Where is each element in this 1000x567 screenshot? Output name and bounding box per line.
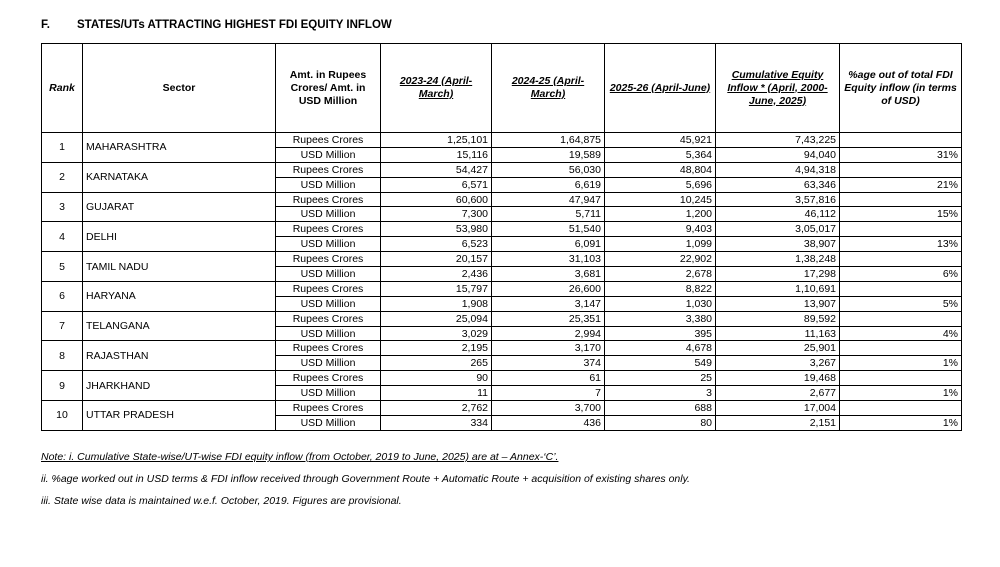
state-cell: KARNATAKA <box>83 162 276 192</box>
value-cell: 80 <box>605 415 716 430</box>
percent-cell: 13% <box>840 237 962 252</box>
rank-cell: 5 <box>42 252 83 282</box>
percent-cell <box>840 162 962 177</box>
unit-cell: USD Million <box>276 177 381 192</box>
unit-cell: Rupees Crores <box>276 281 381 296</box>
value-cell: 25 <box>605 371 716 386</box>
percent-cell: 31% <box>840 147 962 162</box>
header-cumulative: Cumulative Equity Inflow * (April, 2000-June, 2025) <box>716 44 840 133</box>
value-cell: 47,947 <box>492 192 605 207</box>
percent-cell: 15% <box>840 207 962 222</box>
value-cell: 1,10,691 <box>716 281 840 296</box>
percent-cell: 6% <box>840 267 962 282</box>
state-cell: HARYANA <box>83 281 276 311</box>
table-row <box>42 222 962 237</box>
state-cell: GUJARAT <box>83 192 276 222</box>
header-2025-26: 2025-26 (April-June) <box>605 44 716 133</box>
rank-cell: 4 <box>42 222 83 252</box>
unit-cell: Rupees Crores <box>276 222 381 237</box>
table-body <box>42 133 962 431</box>
table-row <box>42 371 962 386</box>
percent-cell: 5% <box>840 296 962 311</box>
value-cell: 3,380 <box>605 311 716 326</box>
value-cell: 19,468 <box>716 371 840 386</box>
percent-cell <box>840 401 962 416</box>
table-row <box>42 401 962 416</box>
state-cell: TELANGANA <box>83 311 276 341</box>
rank-cell: 3 <box>42 192 83 222</box>
value-cell: 3,05,017 <box>716 222 840 237</box>
note-3: iii. State wise data is maintained w.e.f. October, 2019. Figures are provisional. <box>41 495 402 507</box>
unit-cell: Rupees Crores <box>276 341 381 356</box>
percent-cell <box>840 222 962 237</box>
percent-cell <box>840 341 962 356</box>
note-2: ii. %age worked out in USD terms & FDI inflow received through Government Route + Automatic Route + acquisition of existing shares only. <box>41 473 690 485</box>
value-cell: 45,921 <box>605 133 716 148</box>
unit-cell: Rupees Crores <box>276 371 381 386</box>
value-cell: 5,364 <box>605 147 716 162</box>
value-cell: 1,099 <box>605 237 716 252</box>
rank-cell: 10 <box>42 401 83 431</box>
notes <box>41 451 690 517</box>
value-cell: 1,030 <box>605 296 716 311</box>
unit-cell: USD Million <box>276 386 381 401</box>
value-cell: 374 <box>492 356 605 371</box>
header-rank: Rank <box>42 44 83 133</box>
value-cell: 1,64,875 <box>492 133 605 148</box>
value-cell: 63,346 <box>716 177 840 192</box>
value-cell: 3,170 <box>492 341 605 356</box>
value-cell: 60,600 <box>381 192 492 207</box>
unit-cell: Rupees Crores <box>276 192 381 207</box>
value-cell: 6,619 <box>492 177 605 192</box>
header-2024-25: 2024-25 (April-March) <box>492 44 605 133</box>
value-cell: 26,600 <box>492 281 605 296</box>
value-cell: 688 <box>605 401 716 416</box>
table-row <box>42 162 962 177</box>
value-cell: 38,907 <box>716 237 840 252</box>
value-cell: 334 <box>381 415 492 430</box>
percent-cell <box>840 311 962 326</box>
unit-cell: USD Million <box>276 207 381 222</box>
value-cell: 3,57,816 <box>716 192 840 207</box>
section-letter: F. <box>41 19 50 31</box>
unit-cell: USD Million <box>276 415 381 430</box>
table-row <box>42 252 962 267</box>
value-cell: 7 <box>492 386 605 401</box>
value-cell: 3 <box>605 386 716 401</box>
rank-cell: 7 <box>42 311 83 341</box>
header-amount: Amt. in Rupees Crores/ Amt. in USD Million <box>276 44 381 133</box>
value-cell: 51,540 <box>492 222 605 237</box>
unit-cell: Rupees Crores <box>276 401 381 416</box>
value-cell: 31,103 <box>492 252 605 267</box>
value-cell: 48,804 <box>605 162 716 177</box>
unit-cell: USD Million <box>276 237 381 252</box>
value-cell: 56,030 <box>492 162 605 177</box>
unit-cell: Rupees Crores <box>276 252 381 267</box>
value-cell: 25,094 <box>381 311 492 326</box>
value-cell: 2,762 <box>381 401 492 416</box>
value-cell: 436 <box>492 415 605 430</box>
header-sector: Sector <box>83 44 276 133</box>
value-cell: 6,091 <box>492 237 605 252</box>
value-cell: 54,427 <box>381 162 492 177</box>
state-cell: JHARKHAND <box>83 371 276 401</box>
unit-cell: USD Million <box>276 267 381 282</box>
value-cell: 5,696 <box>605 177 716 192</box>
value-cell: 8,822 <box>605 281 716 296</box>
value-cell: 9,403 <box>605 222 716 237</box>
value-cell: 3,147 <box>492 296 605 311</box>
percent-cell <box>840 192 962 207</box>
value-cell: 3,267 <box>716 356 840 371</box>
unit-cell: USD Million <box>276 147 381 162</box>
value-cell: 20,157 <box>381 252 492 267</box>
value-cell: 25,901 <box>716 341 840 356</box>
table-title: STATES/UTs ATTRACTING HIGHEST FDI EQUITY INFLOW <box>77 19 392 31</box>
value-cell: 2,151 <box>716 415 840 430</box>
table-row <box>42 341 962 356</box>
unit-cell: USD Million <box>276 296 381 311</box>
value-cell: 94,040 <box>716 147 840 162</box>
value-cell: 13,907 <box>716 296 840 311</box>
rank-cell: 1 <box>42 133 83 163</box>
unit-cell: USD Million <box>276 326 381 341</box>
unit-cell: Rupees Crores <box>276 133 381 148</box>
percent-cell <box>840 371 962 386</box>
value-cell: 10,245 <box>605 192 716 207</box>
value-cell: 61 <box>492 371 605 386</box>
rank-cell: 2 <box>42 162 83 192</box>
value-cell: 1,908 <box>381 296 492 311</box>
state-cell: RAJASTHAN <box>83 341 276 371</box>
state-cell: MAHARASHTRA <box>83 133 276 163</box>
rank-cell: 6 <box>42 281 83 311</box>
value-cell: 265 <box>381 356 492 371</box>
value-cell: 4,94,318 <box>716 162 840 177</box>
value-cell: 6,523 <box>381 237 492 252</box>
value-cell: 53,980 <box>381 222 492 237</box>
percent-cell: 4% <box>840 326 962 341</box>
value-cell: 46,112 <box>716 207 840 222</box>
value-cell: 2,678 <box>605 267 716 282</box>
unit-cell: Rupees Crores <box>276 162 381 177</box>
value-cell: 25,351 <box>492 311 605 326</box>
value-cell: 2,677 <box>716 386 840 401</box>
value-cell: 3,681 <box>492 267 605 282</box>
value-cell: 1,200 <box>605 207 716 222</box>
percent-cell: 1% <box>840 415 962 430</box>
table-row <box>42 281 962 296</box>
value-cell: 15,797 <box>381 281 492 296</box>
header-percent: %age out of total FDI Equity inflow (in terms of USD) <box>840 44 962 133</box>
value-cell: 89,592 <box>716 311 840 326</box>
percent-cell: 1% <box>840 386 962 401</box>
value-cell: 5,711 <box>492 207 605 222</box>
state-cell: DELHI <box>83 222 276 252</box>
table-row <box>42 133 962 148</box>
value-cell: 4,678 <box>605 341 716 356</box>
value-cell: 3,029 <box>381 326 492 341</box>
value-cell: 7,300 <box>381 207 492 222</box>
unit-cell: Rupees Crores <box>276 311 381 326</box>
section-heading <box>41 19 392 31</box>
value-cell: 2,195 <box>381 341 492 356</box>
value-cell: 1,25,101 <box>381 133 492 148</box>
value-cell: 17,004 <box>716 401 840 416</box>
value-cell: 90 <box>381 371 492 386</box>
value-cell: 6,571 <box>381 177 492 192</box>
value-cell: 19,589 <box>492 147 605 162</box>
value-cell: 11 <box>381 386 492 401</box>
rank-cell: 8 <box>42 341 83 371</box>
value-cell: 15,116 <box>381 147 492 162</box>
value-cell: 11,163 <box>716 326 840 341</box>
table-row <box>42 311 962 326</box>
header-2023-24: 2023-24 (April-March) <box>381 44 492 133</box>
percent-cell: 21% <box>840 177 962 192</box>
state-cell: UTTAR PRADESH <box>83 401 276 431</box>
value-cell: 2,994 <box>492 326 605 341</box>
value-cell: 17,298 <box>716 267 840 282</box>
unit-cell: USD Million <box>276 356 381 371</box>
value-cell: 3,700 <box>492 401 605 416</box>
note-1: Note: i. Cumulative State-wise/UT-wise FDI equity inflow (from October, 2019 to June, 2025) are at – Annex-‘C’. <box>41 451 559 463</box>
value-cell: 22,902 <box>605 252 716 267</box>
state-cell: TAMIL NADU <box>83 252 276 282</box>
value-cell: 549 <box>605 356 716 371</box>
value-cell: 7,43,225 <box>716 133 840 148</box>
percent-cell: 1% <box>840 356 962 371</box>
rank-cell: 9 <box>42 371 83 401</box>
table-header <box>42 44 962 133</box>
value-cell: 2,436 <box>381 267 492 282</box>
percent-cell <box>840 252 962 267</box>
fdi-table <box>41 43 962 431</box>
value-cell: 395 <box>605 326 716 341</box>
value-cell: 1,38,248 <box>716 252 840 267</box>
percent-cell <box>840 133 962 148</box>
percent-cell <box>840 281 962 296</box>
table-row <box>42 192 962 207</box>
